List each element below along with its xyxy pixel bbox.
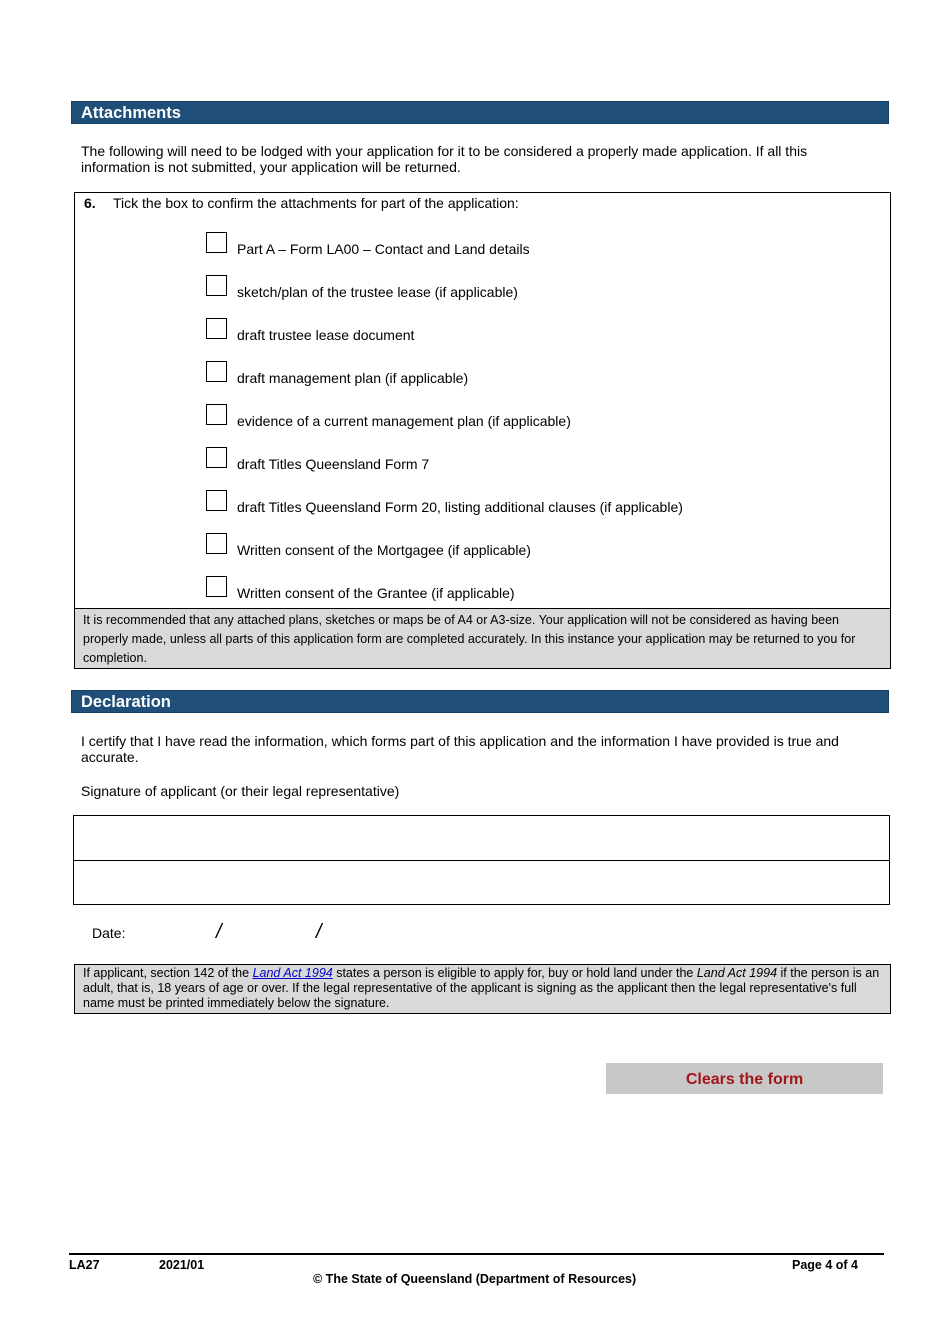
date-year-field[interactable] [330,920,420,944]
attachment-label: Written consent of the Grantee (if applicable) [237,585,515,601]
footer-version: 2021/01 [159,1258,205,1272]
attachments-note: It is recommended that any attached plans, sketches or maps be of A4 or A3-size. Your application will not be considered as having been properly made, unless all parts of this application form are completed accurately. In this instance your application may be returned to you for completion. [74,608,891,669]
attachment-checkbox[interactable] [206,404,227,425]
attachment-checkbox[interactable] [206,318,227,339]
info-prefix: If applicant, section 142 of the [83,966,253,980]
footer-copyright: © The State of Queensland (Department of Resources) [313,1272,637,1286]
date-label: Date: [92,925,126,941]
clear-form-button[interactable]: Clears the form [606,1063,883,1094]
info-middle: states a person is eligible to apply for, buy or hold land under the [332,966,697,980]
eligibility-info [74,964,891,1014]
attachment-label: draft management plan (if applicable) [237,370,469,386]
footer-form-code: LA27 [69,1258,100,1272]
attachment-checkbox[interactable] [206,490,227,511]
footer-page-number: Page 4 of 4 [792,1258,858,1272]
attachments-heading: Attachments [71,101,889,124]
attachment-checkbox[interactable] [206,533,227,554]
signature-label: Signature of applicant (or their legal representative) [81,783,400,799]
attachment-label: Part A – Form LA00 – Contact and Land details [237,241,530,257]
attachment-label: sketch/plan of the trustee lease (if applicable) [237,284,518,300]
declaration-heading: Declaration [71,690,889,713]
attachment-label: evidence of a current management plan (if applicable) [237,413,571,429]
date-day-field[interactable] [135,920,210,944]
attachment-label: draft Titles Queensland Form 20, listing additional clauses (if applicable) [237,499,683,515]
footer-divider [69,1253,884,1255]
info-suffix: if the person is an adult, that is, 18 years of age or over. If the legal representative of the applicant is signing as the applicant then the legal representative's full name must be printed immediately below the signature. [83,966,880,1010]
attachments-intro: The following will need to be lodged with your application for it to be considered a properly made application. If all this information is not submitted, your application will be returned. [81,143,808,175]
attachment-checkbox[interactable] [206,275,227,296]
signature-name-field[interactable] [74,860,889,904]
attachment-checkbox[interactable] [206,576,227,597]
attachment-checkbox[interactable] [206,361,227,382]
date-separator: / [216,921,222,943]
attachment-label: draft trustee lease document [237,327,415,343]
attachment-label: draft Titles Queensland Form 7 [237,456,430,472]
declaration-certify-text: I certify that I have read the information, which forms part of this application and the information I have provided is true and accurate. [81,733,839,765]
date-month-field[interactable] [230,920,310,944]
question-text: Tick the box to confirm the attachments for part of the application: [113,195,519,211]
question-number: 6. [84,195,96,211]
signature-box [73,815,890,905]
signature-field[interactable] [74,816,889,860]
date-separator: / [316,921,322,943]
attachment-checkbox[interactable] [206,232,227,253]
attachment-checkbox[interactable] [206,447,227,468]
info-act-name: Land Act 1994 [696,966,778,980]
land-act-link[interactable]: Land Act 1994 [252,966,333,980]
attachment-label: Written consent of the Mortgagee (if applicable) [237,542,531,558]
attachments-checklist-box [74,192,891,668]
